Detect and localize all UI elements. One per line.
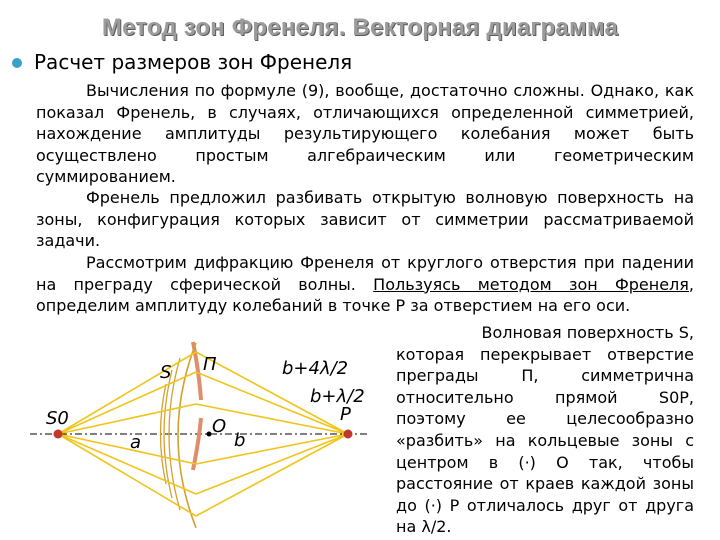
paragraph-3 [36, 252, 694, 317]
bullet-marker [12, 58, 22, 68]
paragraph-2: Френель предложил разбивать открытую волновую поверхность на зоны, конфигурация которых зависит от симметрии рассматриваемой задачи. [36, 188, 694, 251]
ray-p-4 [196, 434, 348, 464]
ray-p-5 [196, 434, 348, 494]
source-point-s0 [54, 430, 63, 439]
label-s: S [160, 362, 172, 383]
label-pi: П [203, 354, 217, 375]
label-o: O [212, 416, 227, 437]
center-point-o [207, 432, 212, 437]
paragraph-4-first-line: Волновая поверхность S, [481, 323, 694, 342]
slide-title: Метод зон Френеля. Векторная диаграмма [101, 14, 619, 41]
subtitle: Расчет размеров зон Френеля [34, 50, 353, 74]
label-p: P [340, 404, 351, 425]
ray-s0-1 [58, 352, 196, 434]
paragraph-3-underlined: Пользуясь методом зон Френеля [373, 274, 689, 294]
ray-s0-5 [58, 434, 196, 494]
paragraph-3-end: , определим амплитуду колебаний в точке P за отверстием на его оси. [36, 274, 694, 316]
paragraph-1: Вычисления по формуле (9), вообще, достаточно сложны. Однако, как показал Френель, в случаях, отличающихся определенной симметрией, нахождение амплитуды результирующего колебания может быть осуществлено простым алгебраическим или геометрическим суммированием. [36, 81, 694, 187]
paragraph-4-rest: которая перекрывает отверстие преграды П, симметрична относительно прямой S0P, поэтому ее целесообразно «разбить» на кольцевые зоны с центром в (·) O так, чтобы расстояние от краев каждой зоны до (·) P отличалось друг от друга на λ/2. [396, 344, 694, 537]
paragraph-3-start: Рассмотрим дифракцию Френеля от круглого отверстия при падении на преграду сферической волны. [36, 253, 694, 294]
label-a: a [130, 432, 142, 453]
wavefront-outer [178, 343, 196, 528]
label-b-plus-4-half-lambda: b+4λ/2 [282, 358, 349, 379]
ray-p-6 [196, 434, 348, 516]
label-s0: S0 [46, 408, 69, 429]
observation-point-p [344, 430, 353, 439]
paragraph-4 [396, 322, 694, 538]
screen-lower [193, 418, 201, 470]
label-b-plus-half-lambda: b+λ/2 [310, 386, 365, 407]
label-b: b [234, 430, 246, 451]
fresnel-zone-diagram [0, 330, 400, 470]
screen-upper [193, 342, 201, 400]
ray-s0-3 [58, 404, 196, 434]
ray-s0-2 [58, 372, 196, 434]
ray-s0-6 [58, 434, 196, 516]
ray-s0-4 [58, 434, 196, 464]
